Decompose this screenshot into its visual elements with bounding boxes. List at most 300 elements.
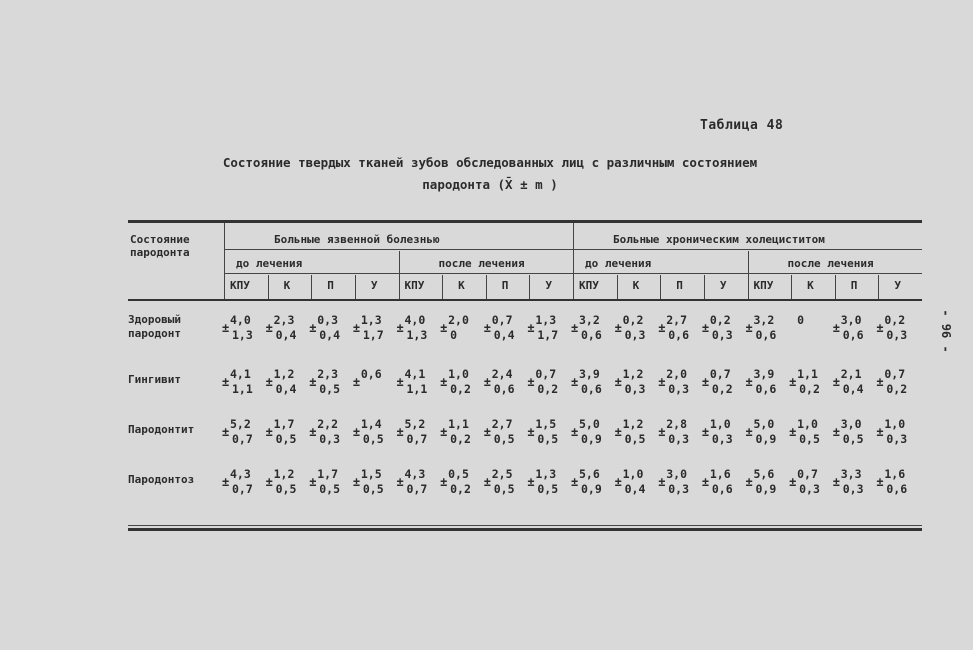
error-value: 0,5 (362, 482, 384, 496)
mean-value: 2,5 (491, 467, 513, 481)
subgroup-label: до лечения (236, 257, 303, 270)
column-divider (311, 275, 312, 299)
plus-minus-sign: ± (571, 321, 579, 335)
plus-minus-sign: ± (701, 425, 710, 439)
plus-minus-sign: ± (309, 375, 317, 389)
value-cell (571, 417, 615, 449)
error-value: 0,3 (668, 482, 690, 496)
value-cell (484, 367, 528, 399)
mean-value: 0,2 (884, 313, 906, 327)
plus-minus-sign: ± (614, 375, 622, 389)
plus-minus-sign: ± (483, 425, 491, 439)
mean-value: 1,6 (884, 467, 906, 481)
mean-value: 4,1 (404, 367, 426, 381)
mean-value: 4,0 (404, 313, 426, 327)
error-value: 0,3 (668, 382, 690, 396)
plus-minus-sign: ± (745, 475, 753, 489)
header-group-rule (224, 249, 922, 250)
mean-value: 1,3 (360, 313, 382, 327)
error-value: 0,6 (493, 382, 515, 396)
value-cell (266, 313, 310, 345)
plus-minus-sign: ± (745, 425, 753, 439)
plus-minus-sign: ± (222, 475, 230, 489)
plus-minus-sign: ± (876, 321, 884, 335)
error-value: 0,6 (886, 482, 908, 496)
mean-value: 3,0 (666, 467, 688, 481)
plus-minus-sign: ± (789, 475, 797, 489)
mean-value: 2,2 (317, 417, 339, 431)
column-divider (355, 275, 356, 299)
column-label: КПУ (230, 279, 250, 292)
value-cell (222, 417, 266, 449)
mean-value: 0,2 (709, 313, 731, 327)
value-cell (615, 313, 659, 345)
plus-minus-sign: ± (396, 425, 404, 439)
error-value: 0,5 (799, 432, 820, 446)
mean-value: 1,3 (535, 467, 557, 481)
mean-value: 2,3 (317, 367, 339, 381)
mean-value: 0,7 (709, 367, 731, 381)
plus-minus-sign: ± (527, 321, 535, 335)
subgroup-label: до лечения (585, 257, 652, 270)
error-value: 0,3 (886, 432, 908, 446)
error-value: 0,4 (493, 328, 515, 342)
error-value: 0,2 (450, 482, 471, 496)
error-value: 1,1 (232, 382, 253, 396)
mean-value: 1,0 (797, 417, 818, 431)
column-label: У (719, 279, 727, 292)
value-cell (789, 313, 833, 345)
group-label: Больные хроническим холециститом (613, 233, 825, 246)
group-label: Больные язвенной болезнью (274, 233, 440, 246)
mean-value: 1,2 (273, 467, 295, 481)
error-value: 0,3 (886, 328, 908, 342)
error-value: 0,6 (842, 328, 864, 342)
error-value: 0 (450, 328, 458, 342)
mean-value: 1,0 (448, 367, 469, 381)
mean-value: 1,3 (535, 313, 557, 327)
mean-value: 0,6 (360, 367, 382, 381)
plus-minus-sign: ± (222, 425, 230, 439)
error-value: 0,4 (842, 382, 864, 396)
plus-minus-sign: ± (265, 425, 273, 439)
value-cell (658, 467, 702, 499)
value-cell (353, 467, 397, 499)
plus-minus-sign: ± (440, 475, 448, 489)
plus-minus-sign: ± (352, 425, 361, 439)
plus-minus-sign: ± (614, 321, 622, 335)
plus-minus-sign: ± (832, 375, 840, 389)
value-cell (789, 367, 833, 399)
plus-minus-sign: ± (832, 425, 840, 439)
error-value: 0,6 (668, 328, 690, 342)
error-value: 0,6 (755, 382, 777, 396)
column-divider (529, 275, 530, 299)
table-bottom-rule (128, 528, 922, 531)
table-title (170, 152, 810, 196)
plus-minus-sign: ± (745, 375, 753, 389)
column-label: У (894, 279, 901, 292)
column-label: П (501, 279, 509, 292)
error-value: 0,5 (842, 432, 864, 446)
value-cell (353, 313, 397, 345)
value-cell (266, 417, 310, 449)
error-value: 0,5 (493, 432, 515, 446)
mean-value: 1,0 (622, 467, 644, 481)
value-cell (571, 467, 615, 499)
value-cell (397, 313, 441, 345)
column-label: П (327, 279, 334, 292)
error-value: 0,9 (755, 432, 777, 446)
mean-value: 0,7 (491, 313, 513, 327)
column-label: КПУ (753, 279, 774, 292)
error-value: 0,5 (493, 482, 515, 496)
value-cell (527, 417, 571, 449)
error-value: 1,7 (537, 328, 559, 342)
value-cell (615, 367, 659, 399)
plus-minus-sign: ± (658, 425, 666, 439)
error-value: 0,9 (581, 432, 602, 446)
plus-minus-sign: ± (876, 475, 884, 489)
plus-minus-sign: ± (309, 321, 317, 335)
value-cell (266, 367, 310, 399)
column-label: КПУ (404, 279, 425, 292)
error-value: 1,1 (406, 382, 428, 396)
mean-value: 0,5 (448, 467, 469, 481)
value-cell (527, 467, 571, 499)
plus-minus-sign: ± (309, 475, 317, 489)
plus-minus-sign: ± (614, 425, 622, 439)
column-divider (660, 275, 661, 299)
mean-value: 2,8 (666, 417, 688, 431)
mean-value: 0,3 (317, 313, 339, 327)
row-label: Гингивит (128, 373, 181, 386)
value-cell (876, 313, 920, 345)
plus-minus-sign: ± (309, 425, 317, 439)
value-cell (833, 313, 877, 345)
plus-minus-sign: ± (265, 475, 273, 489)
row-label: Здоровый пародонт (128, 313, 181, 340)
plus-minus-sign: ± (876, 425, 884, 439)
mean-value: 3,9 (753, 367, 775, 381)
error-value: 0,7 (406, 482, 428, 496)
error-value: 0,5 (275, 432, 297, 446)
mean-value: 1,1 (797, 367, 818, 381)
value-cell (397, 367, 441, 399)
column-divider (486, 275, 487, 299)
mean-value: 0,7 (884, 367, 906, 381)
plus-minus-sign: ± (396, 375, 404, 389)
mean-value: 5,6 (579, 467, 600, 481)
plus-minus-sign: ± (789, 375, 797, 389)
mean-value: 1,2 (273, 367, 295, 381)
plus-minus-sign: ± (352, 375, 361, 389)
value-cell (702, 467, 746, 499)
plus-minus-sign: ± (527, 475, 535, 489)
mean-value: 3,9 (579, 367, 600, 381)
error-value: 1,3 (406, 328, 428, 342)
data-table (128, 220, 922, 531)
error-value: 0,2 (886, 382, 908, 396)
error-value: 0,2 (711, 382, 733, 396)
plus-minus-sign: ± (571, 375, 579, 389)
title-line-1: Состояние твердых тканей зубов обследованных лиц с различным состоянием (222, 155, 758, 170)
error-value: 0,3 (319, 432, 341, 446)
mean-value: 0,7 (535, 367, 557, 381)
plus-minus-sign: ± (571, 475, 579, 489)
value-cell (222, 367, 266, 399)
mean-value: 2,0 (448, 313, 469, 327)
error-value: 0,4 (275, 328, 297, 342)
column-label: У (545, 279, 552, 292)
error-value: 0,5 (319, 482, 341, 496)
mean-value: 2,1 (840, 367, 862, 381)
value-cell (746, 313, 790, 345)
mean-value: 3,3 (840, 467, 862, 481)
mean-value: 1,6 (709, 467, 731, 481)
value-cell (746, 367, 790, 399)
mean-value: 4,3 (404, 467, 426, 481)
column-divider (791, 275, 792, 299)
error-value: 0,3 (711, 328, 733, 342)
error-value: 0,9 (581, 482, 602, 496)
row-label: Пародонтит (128, 423, 195, 436)
column-label: К (632, 279, 640, 292)
row-header-label: Состояние пародонта (130, 233, 190, 259)
value-cell (309, 313, 353, 345)
plus-minus-sign: ± (352, 321, 361, 335)
column-label: У (370, 279, 378, 292)
column-divider (704, 275, 705, 299)
plus-minus-sign: ± (658, 375, 666, 389)
plus-minus-sign: ± (701, 321, 710, 335)
mean-value: 1,2 (622, 417, 644, 431)
error-value: 0,4 (624, 482, 646, 496)
error-value: 0,2 (450, 432, 471, 446)
subgroup-label: после лечения (787, 257, 874, 270)
value-cell (658, 417, 702, 449)
value-cell (789, 467, 833, 499)
error-value: 0,7 (232, 432, 253, 446)
error-value: 0,5 (624, 432, 646, 446)
table-number: Таблица 48 (700, 118, 784, 133)
value-cell (527, 367, 571, 399)
error-value: 1,7 (362, 328, 384, 342)
plus-minus-sign: ± (789, 425, 797, 439)
error-value: 0,3 (624, 328, 646, 342)
row-label: Пародонтоз (128, 473, 195, 486)
value-cell (833, 467, 877, 499)
column-divider (878, 275, 879, 299)
value-cell (309, 367, 353, 399)
error-value: 0,3 (624, 382, 646, 396)
value-cell (702, 367, 746, 399)
plus-minus-sign: ± (265, 375, 273, 389)
header-subgroup-rule (224, 273, 922, 274)
plus-minus-sign: ± (440, 321, 448, 335)
value-cell (353, 367, 397, 399)
mean-value: 1,7 (317, 467, 339, 481)
mean-value: 1,5 (360, 467, 382, 481)
mean-value: 1,2 (622, 367, 644, 381)
value-cell (876, 367, 920, 399)
value-cell (353, 417, 397, 449)
subgroup-label: после лечения (438, 257, 525, 270)
table-bottom-rule-thin (128, 525, 922, 526)
column-label: КПУ (579, 279, 599, 292)
error-value: 0,4 (319, 328, 341, 342)
plus-minus-sign: ± (483, 475, 491, 489)
mean-value: 3,2 (753, 313, 775, 327)
value-cell (658, 313, 702, 345)
error-value: 0,2 (799, 382, 820, 396)
mean-value: 1,1 (448, 417, 469, 431)
value-cell (789, 417, 833, 449)
mean-value: 5,0 (753, 417, 775, 431)
value-cell (702, 313, 746, 345)
plus-minus-sign: ± (483, 321, 491, 335)
mean-value: 0,2 (622, 313, 644, 327)
error-value: 0,3 (668, 432, 690, 446)
value-cell (440, 313, 484, 345)
mean-value: 2,7 (666, 313, 688, 327)
value-cell (746, 417, 790, 449)
plus-minus-sign: ± (222, 375, 230, 389)
error-value: 0,7 (232, 482, 253, 496)
value-cell (440, 417, 484, 449)
error-value: 0,5 (537, 482, 559, 496)
value-cell (746, 467, 790, 499)
error-value: 0,5 (362, 432, 384, 446)
mean-value: 1,7 (273, 417, 295, 431)
plus-minus-sign: ± (265, 321, 273, 335)
mean-value: 3,0 (840, 417, 862, 431)
plus-minus-sign: ± (701, 475, 710, 489)
value-cell (484, 417, 528, 449)
mean-value: 5,2 (230, 417, 251, 431)
plus-minus-sign: ± (352, 475, 361, 489)
mean-value: 1,0 (884, 417, 906, 431)
mean-value: 3,0 (840, 313, 862, 327)
error-value: 0,9 (755, 482, 777, 496)
plus-minus-sign: ± (440, 425, 448, 439)
value-cell (571, 313, 615, 345)
mean-value: 1,4 (360, 417, 382, 431)
value-cell (876, 467, 920, 499)
value-cell (484, 467, 528, 499)
error-value: 0,3 (799, 482, 820, 496)
plus-minus-sign: ± (832, 321, 840, 335)
value-cell (876, 417, 920, 449)
error-value: 0,3 (711, 432, 733, 446)
title-line-2: пародонта (X̄ ± m ) (422, 177, 558, 192)
mean-value: 4,0 (230, 313, 251, 327)
column-divider (835, 275, 836, 299)
error-value: 0,3 (842, 482, 864, 496)
mean-value: 5,6 (753, 467, 775, 481)
plus-minus-sign: ± (440, 375, 448, 389)
subgroup-divider (748, 251, 749, 299)
mean-value: 2,0 (666, 367, 688, 381)
value-cell (309, 417, 353, 449)
value-cell (615, 467, 659, 499)
plus-minus-sign: ± (745, 321, 753, 335)
column-divider (268, 275, 269, 299)
column-label: П (850, 279, 858, 292)
column-label: К (458, 279, 465, 292)
plus-minus-sign: ± (614, 475, 622, 489)
plus-minus-sign: ± (832, 475, 840, 489)
table-header (128, 223, 922, 301)
plus-minus-sign: ± (701, 375, 710, 389)
value-cell (440, 467, 484, 499)
value-cell (571, 367, 615, 399)
error-value: 0,5 (319, 382, 341, 396)
plus-minus-sign: ± (396, 475, 404, 489)
error-value: 0,2 (537, 382, 559, 396)
error-value: 0,6 (711, 482, 733, 496)
error-value: 0,2 (450, 382, 471, 396)
plus-minus-sign: ± (658, 475, 666, 489)
column-label: К (283, 279, 291, 292)
plus-minus-sign: ± (876, 375, 884, 389)
mean-value: 5,0 (579, 417, 600, 431)
value-cell (833, 367, 877, 399)
table-body (128, 301, 922, 519)
header-divider (224, 223, 225, 299)
plus-minus-sign: ± (527, 375, 535, 389)
column-label: К (807, 279, 814, 292)
subgroup-divider (399, 251, 400, 299)
mean-value: 3,2 (579, 313, 600, 327)
value-cell (397, 417, 441, 449)
group-divider (573, 223, 574, 299)
mean-value: 4,1 (230, 367, 251, 381)
plus-minus-sign: ± (222, 321, 230, 335)
mean-value: 1,5 (535, 417, 557, 431)
error-value: 0,7 (406, 432, 428, 446)
plus-minus-sign: ± (396, 321, 404, 335)
mean-value: 2,3 (273, 313, 295, 327)
column-divider (442, 275, 443, 299)
value-cell (658, 367, 702, 399)
error-value: 1,3 (232, 328, 253, 342)
value-cell (222, 467, 266, 499)
value-cell (440, 367, 484, 399)
error-value: 0,6 (581, 328, 602, 342)
mean-value: 1,0 (709, 417, 731, 431)
mean-value: 2,7 (491, 417, 513, 431)
value-cell (397, 467, 441, 499)
error-value: 0,5 (537, 432, 559, 446)
value-cell (309, 467, 353, 499)
value-cell (702, 417, 746, 449)
plus-minus-sign: ± (483, 375, 491, 389)
mean-value: 0 (797, 313, 805, 327)
value-cell (527, 313, 571, 345)
plus-minus-sign: ± (658, 321, 666, 335)
error-value: 0,4 (275, 382, 297, 396)
value-cell (266, 467, 310, 499)
mean-value: 4,3 (230, 467, 251, 481)
value-cell (615, 417, 659, 449)
page-number: - 96 - (939, 309, 953, 353)
column-divider (617, 275, 618, 299)
value-cell (833, 417, 877, 449)
error-value: 0,5 (275, 482, 297, 496)
value-cell (484, 313, 528, 345)
value-cell (222, 313, 266, 345)
